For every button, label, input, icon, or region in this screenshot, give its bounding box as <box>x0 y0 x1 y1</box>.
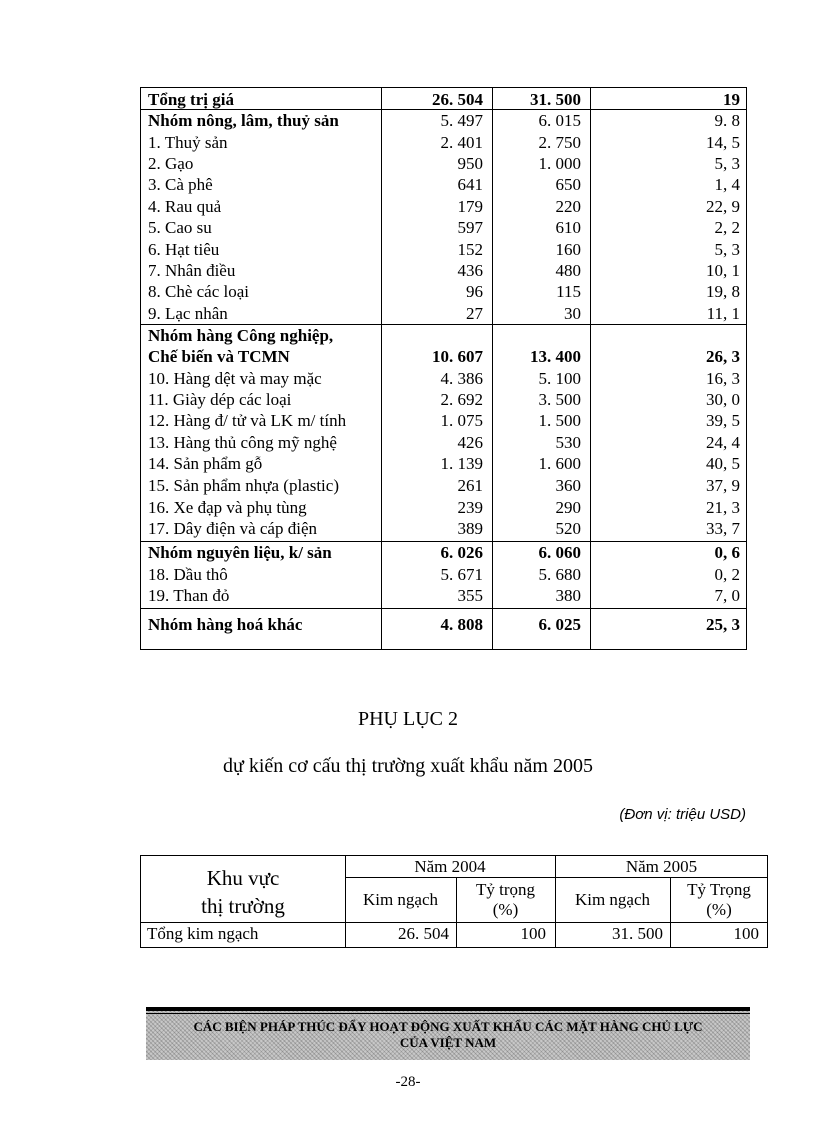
growth-rate: 19 <box>723 90 740 109</box>
value-2004: 10. 607 <box>432 347 483 366</box>
value-2005: 530 <box>555 433 581 452</box>
row-label: 10. Hàng dệt và may mặc <box>148 369 322 388</box>
growth-rate: 37, 9 <box>706 476 740 495</box>
row-label: 16. Xe đạp và phụ tùng <box>148 498 307 517</box>
value-2004: 239 <box>457 498 483 517</box>
value-2005: 610 <box>555 218 581 237</box>
row-label: 14. Sản phẩm gỗ <box>148 454 263 473</box>
value-2004: 950 <box>457 154 483 173</box>
value-2004: 152 <box>457 240 483 259</box>
row-label: Nhóm nguyên liệu, k/ sản <box>148 543 332 562</box>
value-2004: 4. 386 <box>440 369 483 388</box>
row-label: Nhóm nông, lâm, thuỷ sản <box>148 111 339 130</box>
total-row-label: Tổng kim ngạch <box>147 924 259 943</box>
table-row <box>141 325 746 346</box>
value-2005: 650 <box>555 175 581 194</box>
value-2005: 520 <box>555 519 581 538</box>
value-2004: 1. 075 <box>440 411 483 430</box>
row-label: Tổng trị giá <box>148 90 234 109</box>
row-label: 9. Lạc nhân <box>148 304 228 323</box>
table-row <box>141 196 746 217</box>
page-number: -28- <box>395 1074 421 1090</box>
growth-rate: 2, 2 <box>714 218 740 237</box>
row-label: 2. Gạo <box>148 154 194 173</box>
table-row <box>141 89 746 110</box>
table-row <box>141 432 746 453</box>
share-2004-header-line2: (%) <box>492 900 519 919</box>
value-2005: 1. 000 <box>538 154 581 173</box>
table-row <box>141 303 746 324</box>
value-2004: 2. 692 <box>440 390 483 409</box>
growth-rate: 25, 3 <box>706 615 740 634</box>
value-2005: 5. 100 <box>538 369 581 388</box>
growth-rate: 11, 1 <box>706 304 740 323</box>
growth-rate: 7, 0 <box>714 586 740 605</box>
table-row <box>141 389 746 410</box>
table-row <box>141 564 746 585</box>
total-turnover-2005: 31. 500 <box>612 924 663 943</box>
value-2004: 2. 401 <box>440 133 483 152</box>
row-label: Chế biến và TCMN <box>148 347 290 366</box>
table-row <box>141 497 746 518</box>
share-2005-header <box>670 880 768 920</box>
value-2004: 6. 026 <box>440 543 483 562</box>
value-2005: 30 <box>564 304 581 323</box>
value-2004: 5. 497 <box>440 111 483 130</box>
growth-rate: 30, 0 <box>706 390 740 409</box>
row-label: 8. Chè các loại <box>148 282 250 301</box>
growth-rate: 22, 9 <box>706 197 740 216</box>
value-2005: 480 <box>555 261 581 280</box>
growth-rate: 19, 8 <box>706 282 740 301</box>
table-row <box>141 410 746 431</box>
value-2004: 5. 671 <box>440 565 483 584</box>
footer-banner <box>146 1007 750 1060</box>
row-label: 12. Hàng đ/ tử và LK m/ tính <box>148 411 347 430</box>
value-2005: 31. 500 <box>530 90 581 109</box>
total-share-2004: 100 <box>520 924 546 943</box>
row-label: Nhóm hàng hoá khác <box>148 615 303 634</box>
growth-rate: 5, 3 <box>714 154 740 173</box>
turnover-2004-header: Kim ngạch <box>362 890 439 909</box>
appendix-title: PHỤ LỤC 2 <box>357 708 458 730</box>
table-row <box>141 132 746 153</box>
row-label: 11. Giày dép các loại <box>148 390 292 409</box>
value-2004: 26. 504 <box>432 90 483 109</box>
banner-line2: CỦA VIỆT NAM <box>399 1035 497 1050</box>
value-2004: 436 <box>457 261 483 280</box>
row-label: 4. Rau quả <box>148 197 222 216</box>
value-2005: 6. 015 <box>538 111 581 130</box>
export-value-table <box>140 87 747 650</box>
value-2004: 4. 808 <box>440 615 483 634</box>
unit-note: (Đơn vị: triệu USD) <box>619 806 746 823</box>
row-label: 19. Than đỏ <box>148 586 230 605</box>
value-2004: 641 <box>457 175 483 194</box>
value-2005: 380 <box>555 586 581 605</box>
region-header-line1: Khu vực <box>206 866 280 890</box>
row-label: 13. Hàng thủ công mỹ nghệ <box>148 433 337 452</box>
row-label: 15. Sản phẩm nhựa (plastic) <box>148 476 339 495</box>
growth-rate: 9. 8 <box>714 111 740 130</box>
value-2004: 261 <box>457 476 483 495</box>
value-2005: 6. 025 <box>538 615 581 634</box>
table-row <box>141 217 746 238</box>
market-structure-table <box>140 855 768 948</box>
value-2005: 1. 500 <box>538 411 581 430</box>
growth-rate: 1, 4 <box>714 175 740 194</box>
row-label: 6. Hạt tiêu <box>148 240 220 259</box>
row-label: 7. Nhân điều <box>148 261 236 280</box>
value-2004: 179 <box>457 197 483 216</box>
row-divider <box>141 608 746 609</box>
table-row <box>141 368 746 389</box>
banner-line1: CÁC BIỆN PHÁP THÚC ĐẨY HOẠT ĐỘNG XUẤT KHẨU CÁC MẶT HÀNG CHỦ LỰC <box>193 1019 703 1034</box>
table-row <box>141 585 746 606</box>
value-2005: 160 <box>555 240 581 259</box>
table-row <box>141 281 746 302</box>
table-row <box>141 453 746 474</box>
row-divider <box>141 922 768 923</box>
share-2005-header-line2: (%) <box>706 900 732 919</box>
growth-rate: 24, 4 <box>706 433 740 452</box>
row-label: 5. Cao su <box>148 218 212 237</box>
row-label: 17. Dây điện và cáp điện <box>148 519 317 538</box>
value-2004: 597 <box>457 218 483 237</box>
growth-rate: 0, 6 <box>714 543 740 562</box>
value-2005: 1. 600 <box>538 454 581 473</box>
value-2004: 96 <box>466 282 483 301</box>
growth-rate: 39, 5 <box>706 411 740 430</box>
table-row <box>141 110 746 131</box>
value-2004: 27 <box>466 304 483 323</box>
row-label: 3. Cà phê <box>148 175 213 194</box>
value-2005: 360 <box>555 476 581 495</box>
growth-rate: 26, 3 <box>706 347 740 366</box>
growth-rate: 40, 5 <box>706 454 740 473</box>
table-row <box>141 260 746 281</box>
table-row <box>141 239 746 260</box>
growth-rate: 10, 1 <box>706 261 740 280</box>
value-2004: 426 <box>457 433 483 452</box>
table-row <box>141 542 746 563</box>
turnover-2005-header: Kim ngạch <box>574 890 651 909</box>
value-2005: 220 <box>555 197 581 216</box>
value-2004: 355 <box>457 586 483 605</box>
table-row <box>141 475 746 496</box>
table-row <box>141 614 746 635</box>
total-turnover-2004: 26. 504 <box>398 924 449 943</box>
region-header <box>141 864 345 920</box>
year-2004-header: Năm 2004 <box>414 857 486 876</box>
value-2005: 13. 400 <box>530 347 581 366</box>
growth-rate: 21, 3 <box>706 498 740 517</box>
value-2005: 290 <box>555 498 581 517</box>
value-2005: 2. 750 <box>538 133 581 152</box>
table-row <box>141 174 746 195</box>
table-row <box>141 518 746 539</box>
row-label: 18. Dầu thô <box>148 565 228 584</box>
growth-rate: 14, 5 <box>706 133 740 152</box>
growth-rate: 16, 3 <box>706 369 740 388</box>
table-row <box>141 346 746 367</box>
year-2005-header: Năm 2005 <box>625 857 698 876</box>
row-label: 1. Thuỷ sản <box>148 133 228 152</box>
table-row <box>141 153 746 174</box>
value-2005: 3. 500 <box>538 390 581 409</box>
value-2005: 6. 060 <box>538 543 581 562</box>
region-header-line2: thị trường <box>201 894 285 918</box>
value-2004: 1. 139 <box>440 454 483 473</box>
row-label: Nhóm hàng Công nghiệp, <box>148 326 334 345</box>
appendix-subtitle: dự kiến cơ cấu thị trường xuất khẩu năm 2005 <box>223 755 593 777</box>
value-2005: 5. 680 <box>538 565 581 584</box>
share-2004-header <box>456 880 555 920</box>
growth-rate: 0, 2 <box>714 565 740 584</box>
value-2004: 389 <box>457 519 483 538</box>
share-2004-header-line1: Tỷ trọng <box>475 880 536 899</box>
total-share-2005: 100 <box>733 924 759 943</box>
row-divider <box>345 877 768 878</box>
growth-rate: 5, 3 <box>714 240 740 259</box>
share-2005-header-line1: Tỷ Trọng <box>687 880 751 899</box>
value-2005: 115 <box>556 282 581 301</box>
growth-rate: 33, 7 <box>706 519 740 538</box>
